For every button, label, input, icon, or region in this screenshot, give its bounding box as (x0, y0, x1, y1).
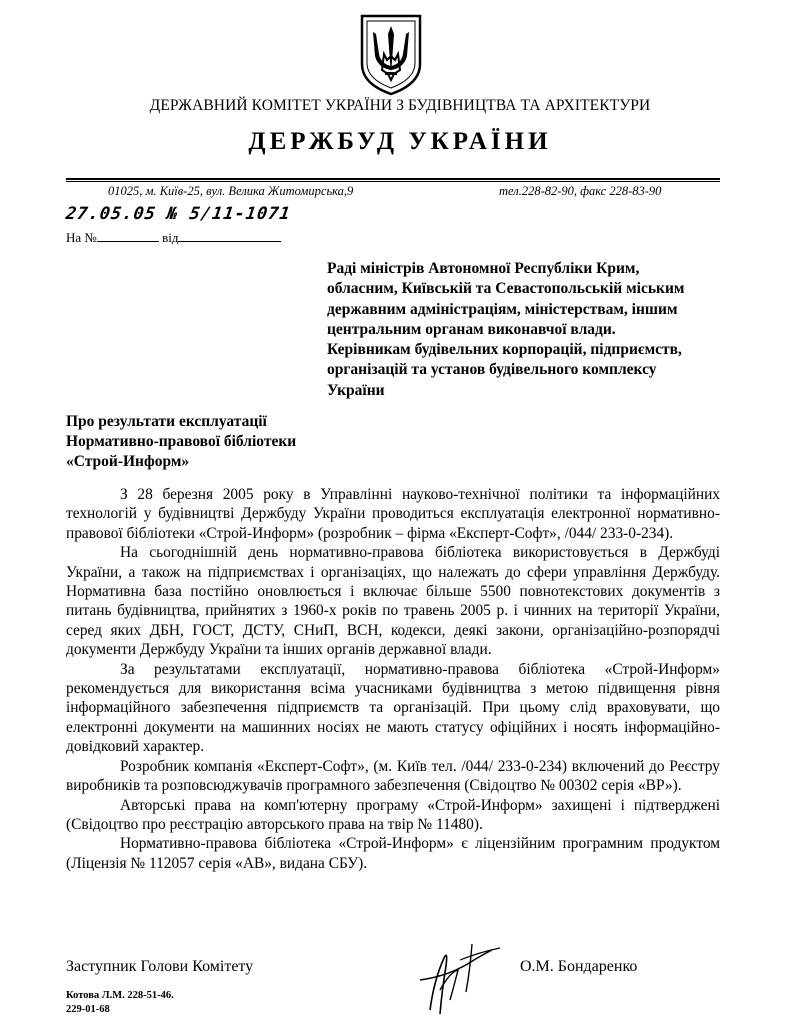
addressee-line: Раді міністрів Автономної Республіки Крим, (327, 260, 640, 277)
phone-fax: тел.228-82-90, факс 228-83-90 (499, 184, 662, 198)
handwritten-outgoing-number: 27.05.05 № 5/11-1071 (64, 204, 293, 224)
body-paragraph: Нормативно-правова бібліотека «Строй-Информ» є ліцензійним програмним продуктом (Ліцензія № 112057 серія «АВ», видана СБУ). (66, 835, 720, 872)
addressee-line: центральним органам виконавчої влади. (327, 320, 616, 338)
body-paragraph: Розробник компанія «Експерт-Софт», (м. Київ тел. /044/ 233-0-234) включений до Реєстру виробників та розповсюджувачів програмного забезпечення (Свідоцтво № 00302 серія «ВР»). (66, 757, 720, 795)
letter-body (66, 485, 720, 873)
addressee-line: організацій та установ будівельного комплексу (327, 361, 657, 379)
signatory-name: О.М. Бондаренко (520, 958, 638, 975)
signatory-position: Заступник Голови Комітету (66, 958, 254, 975)
header-divider-thin (66, 181, 720, 182)
coat-of-arms-emblem (358, 12, 424, 96)
subject-line: «Строй-Информ» (66, 453, 190, 470)
addressee-line: України (327, 381, 385, 399)
handwritten-signature (400, 930, 510, 1020)
body-paragraph: Авторські права на комп'ютерну програму «Строй-Информ» захищені і підтверджені (Свідоцтво про реєстрацію авторського права на твір № 11480). (66, 796, 720, 833)
subject-line: Нормативно-правової бібліотеки (66, 433, 297, 450)
executor-line: Котова Л.М. 228-51-46. (66, 990, 174, 1001)
short-title: ДЕРЖБУД УКРАЇНИ (248, 128, 552, 155)
reference-date-blank (178, 231, 281, 242)
postal-address: 01025, м. Київ-25, вул. Велика Житомирська,9 (108, 184, 354, 198)
addressee-line: Керівникам будівельних корпорацій, підприємств, (327, 341, 682, 359)
reference-prefix: На № (66, 230, 97, 245)
addressee-line: державним адміністраціям, міністерствам, іншим (327, 300, 678, 318)
reference-number-blank (97, 231, 159, 242)
reference-line (66, 230, 281, 246)
executor-line: 229-01-68 (66, 1004, 110, 1015)
header-divider (66, 178, 720, 180)
organization-name: ДЕРЖАВНИЙ КОМІТЕТ УКРАЇНИ З БУДІВНИЦТВА ТА АРХІТЕКТУРИ (149, 97, 651, 114)
body-paragraph: На сьогоднішній день нормативно-правова бібліотека використовується в Держбуді України, а також на підприємствах і організаціях, що належать до сфери управління Держбуду. Нормативна база постійно оновлюється і включає більше 5500 повнотекстових документів з питань будівництва, прийнятих з 1960-х років по травень 2005 р. і чинних на території України, серед яких ДБН, ГОСТ, ДСТУ, СНиП, ВСН, кодекси, деякі закони, організаційно-розпорядчі документи Держбуду України та інших органів державної влади. (66, 544, 720, 659)
subject-line: Про результати експлуатації (66, 413, 267, 430)
body-paragraph: З 28 березня 2005 року в Управлінні науково-технічної політики та інформаційних технологій у будівництві Держбуду України проводиться експлуатація електронної нормативно-правової бібліотеки «Строй-Информ» (розробник – фірма «Експерт-Софт», /044/ 233-0-234). (66, 486, 720, 542)
reference-from: від (162, 230, 179, 245)
executor-block (66, 989, 174, 1017)
subject-block (66, 412, 366, 472)
body-paragraph: За результатами експлуатації, нормативно-правова бібліотека «Строй-Информ» рекомендується для використання всіма учасниками будівництва з метою підвищення рівня інформаційного забезпечення підприємств та організацій. При цьому слід враховувати, що електронні документи на машинних носіях не мають статусу офіційних і носять інформаційно-довідковий характер. (66, 660, 720, 756)
addressee-line: обласним, Київській та Севастопольській міським (327, 280, 685, 298)
addressee-block (327, 259, 747, 401)
